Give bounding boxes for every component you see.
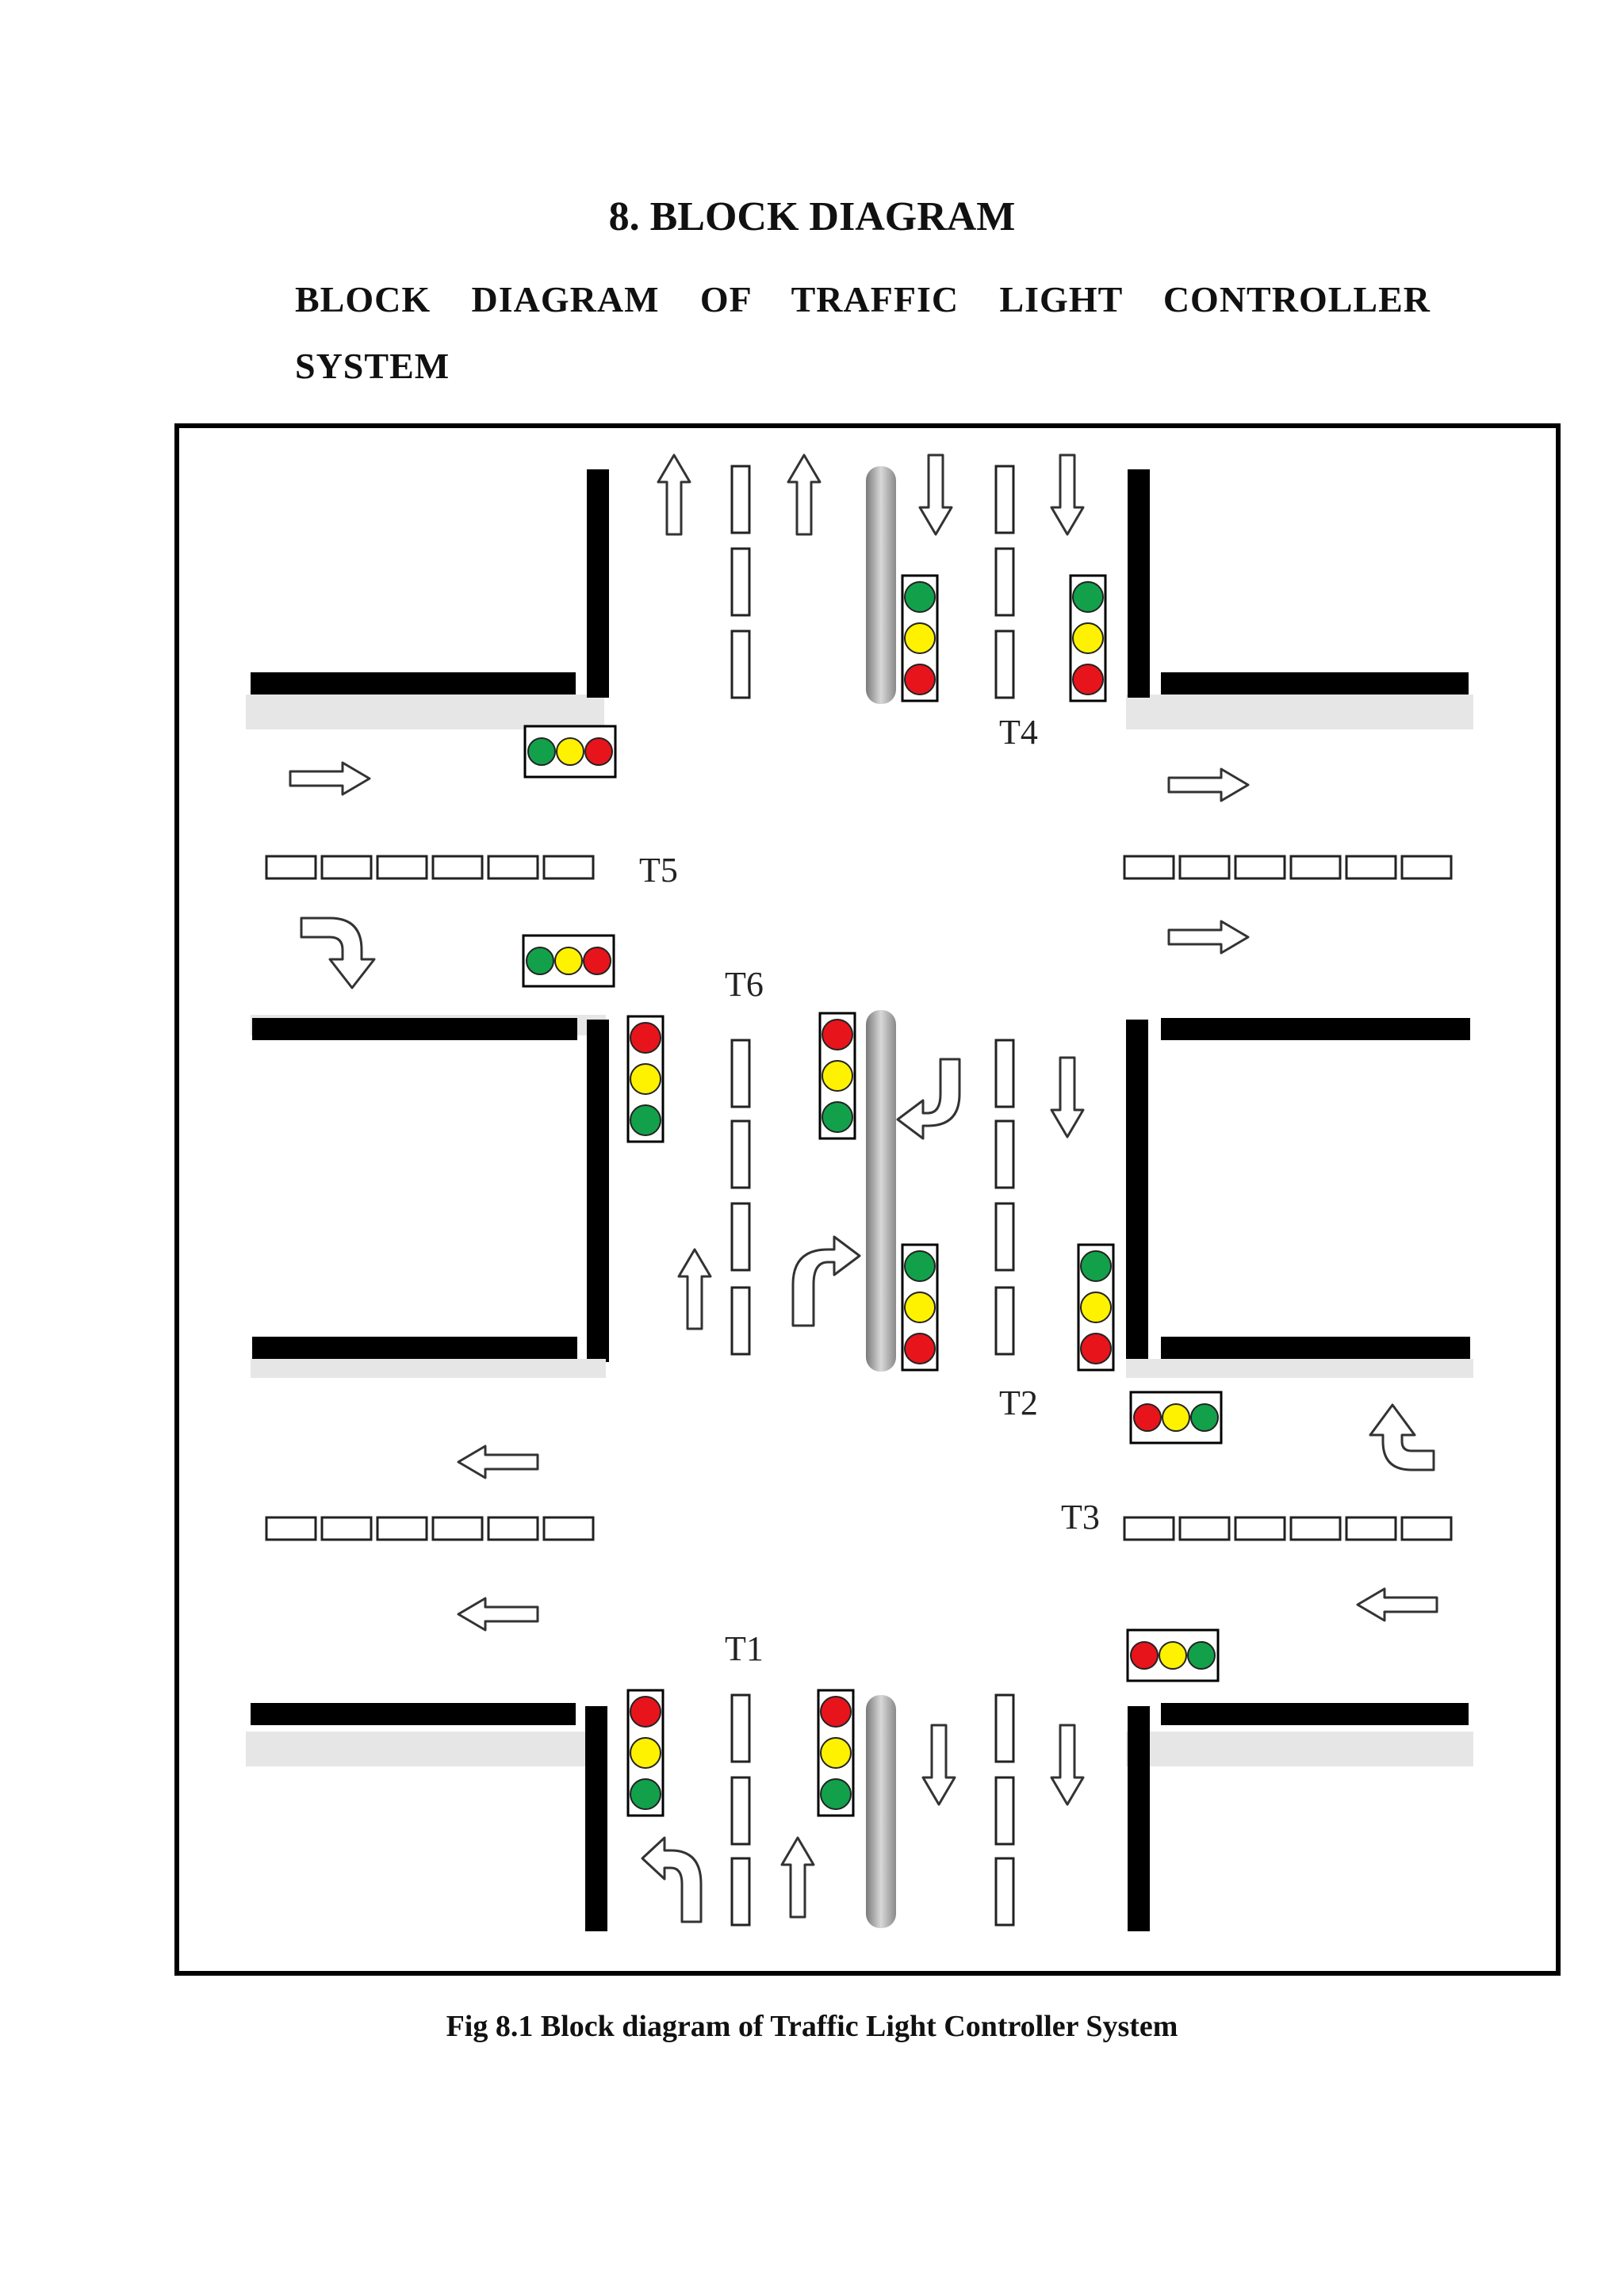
green-lamp <box>528 738 555 765</box>
red-lamp <box>822 1020 852 1050</box>
curb-shadow <box>246 1732 604 1766</box>
curb-shadow <box>251 1359 606 1378</box>
lane-dash <box>266 856 316 878</box>
lane-dash <box>732 1858 749 1925</box>
lane-dash <box>1402 856 1451 878</box>
lane-dash <box>1402 1517 1451 1540</box>
yellow-lamp <box>905 1292 935 1322</box>
yellow-lamp <box>822 1061 852 1091</box>
intersection-svg <box>174 423 1561 1976</box>
curb-shadow <box>1126 1359 1473 1378</box>
yellow-lamp <box>1159 1642 1186 1669</box>
traffic-light <box>1128 1630 1218 1681</box>
lane-dash <box>996 1858 1013 1925</box>
yellow-lamp <box>1081 1292 1111 1322</box>
red-lamp <box>585 738 612 765</box>
green-lamp <box>1073 582 1103 612</box>
yellow-lamp <box>557 738 584 765</box>
lane-dash <box>996 549 1013 615</box>
lane-dash <box>1291 856 1340 878</box>
red-lamp <box>1134 1404 1161 1431</box>
lane-dash <box>1180 856 1229 878</box>
lane-dash <box>1235 856 1285 878</box>
green-lamp <box>630 1779 661 1809</box>
curb-shadow <box>1126 695 1473 729</box>
yellow-lamp <box>821 1738 851 1768</box>
traffic-light <box>902 1245 937 1370</box>
red-lamp <box>1081 1334 1111 1364</box>
diagram-heading: BLOCK DIAGRAM OF TRAFFIC LIGHT CONTROLLER SYSTEM <box>295 279 1431 386</box>
lane-dash <box>732 1695 749 1762</box>
lane-dash <box>996 631 1013 698</box>
red-lamp <box>1131 1642 1158 1669</box>
green-lamp <box>905 1251 935 1281</box>
median-divider <box>866 466 896 704</box>
red-lamp <box>630 1697 661 1727</box>
curb-wall <box>1161 672 1469 695</box>
red-lamp <box>1073 664 1103 695</box>
curb-wall <box>251 672 576 695</box>
traffic-intersection-diagram <box>174 423 1561 1976</box>
lane-dash <box>433 856 482 878</box>
lane-dash <box>377 856 427 878</box>
lane-dash <box>488 1517 538 1540</box>
yellow-lamp <box>1073 623 1103 653</box>
curb-wall <box>252 1337 577 1359</box>
lane-dash <box>732 466 749 533</box>
median-dividers <box>866 466 896 1928</box>
lane-dash <box>1346 1517 1396 1540</box>
label-t2: T2 <box>999 1383 1038 1422</box>
traffic-light <box>523 936 614 986</box>
curb-shadow <box>246 695 604 729</box>
lane-dash <box>1291 1517 1340 1540</box>
red-lamp <box>905 664 935 695</box>
median-divider <box>866 1010 896 1372</box>
lane-dash <box>732 1121 749 1188</box>
lane-dash <box>996 466 1013 533</box>
lane-dash <box>322 856 371 878</box>
yellow-lamp <box>555 947 582 974</box>
traffic-light <box>525 726 615 777</box>
lane-dash <box>488 856 538 878</box>
red-lamp <box>630 1023 661 1053</box>
lane-dash <box>1124 1517 1174 1540</box>
lane-dash <box>996 1203 1013 1270</box>
traffic-light <box>902 576 937 701</box>
lane-dash <box>544 856 593 878</box>
red-lamp <box>821 1697 851 1727</box>
lane-dash <box>1235 1517 1285 1540</box>
lane-dash <box>1346 856 1396 878</box>
traffic-light <box>628 1016 663 1142</box>
curb-wall <box>252 1018 577 1040</box>
median-divider <box>866 1695 896 1928</box>
lane-dash <box>544 1517 593 1540</box>
lane-dash <box>433 1517 482 1540</box>
traffic-light <box>628 1690 663 1816</box>
green-lamp <box>822 1102 852 1132</box>
curb-wall <box>1161 1018 1470 1040</box>
lane-dash <box>996 1695 1013 1762</box>
curb-wall <box>1128 1706 1150 1931</box>
green-lamp <box>630 1105 661 1135</box>
lane-dash <box>996 1040 1013 1107</box>
curb-shadow <box>1126 1732 1473 1766</box>
yellow-lamp <box>1162 1404 1189 1431</box>
yellow-lamp <box>630 1738 661 1768</box>
traffic-light <box>1071 576 1105 701</box>
traffic-light <box>818 1690 853 1816</box>
green-lamp <box>1081 1251 1111 1281</box>
green-lamp <box>1188 1642 1215 1669</box>
red-lamp <box>905 1334 935 1364</box>
green-lamp <box>821 1779 851 1809</box>
lane-dash <box>732 549 749 615</box>
green-lamp <box>527 947 553 974</box>
curb-wall <box>1161 1703 1469 1725</box>
lane-dash <box>996 1288 1013 1354</box>
label-t1: T1 <box>725 1629 764 1668</box>
traffic-light <box>1078 1245 1113 1370</box>
lane-dash <box>1180 1517 1229 1540</box>
lane-dash <box>322 1517 371 1540</box>
yellow-lamp <box>905 623 935 653</box>
red-lamp <box>584 947 611 974</box>
traffic-light <box>1131 1392 1221 1443</box>
lane-dash <box>996 1777 1013 1844</box>
lane-dash <box>266 1517 316 1540</box>
curb-wall <box>1126 1020 1148 1362</box>
traffic-light <box>820 1013 855 1138</box>
lane-dash <box>732 1288 749 1354</box>
lane-dash <box>732 1777 749 1844</box>
label-t3: T3 <box>1061 1498 1100 1536</box>
curb-wall <box>585 1706 607 1931</box>
yellow-lamp <box>630 1064 661 1094</box>
curb-wall <box>587 469 609 698</box>
lane-dash <box>732 1040 749 1107</box>
curb-wall <box>1161 1337 1470 1359</box>
green-lamp <box>1191 1404 1218 1431</box>
lane-dash <box>732 631 749 698</box>
lane-dash <box>996 1121 1013 1188</box>
curb-wall <box>1128 469 1150 698</box>
figure-caption: Fig 8.1 Block diagram of Traffic Light Controller System <box>446 2010 1178 2043</box>
green-lamp <box>905 582 935 612</box>
lane-dash <box>1124 856 1174 878</box>
label-t5: T5 <box>639 851 678 890</box>
label-t6: T6 <box>725 965 764 1004</box>
curb-wall <box>251 1703 576 1725</box>
lane-dash <box>377 1517 427 1540</box>
lane-dash <box>732 1203 749 1270</box>
page-title: 8. BLOCK DIAGRAM <box>608 194 1016 239</box>
label-t4: T4 <box>999 713 1038 752</box>
curb-wall <box>587 1020 609 1362</box>
